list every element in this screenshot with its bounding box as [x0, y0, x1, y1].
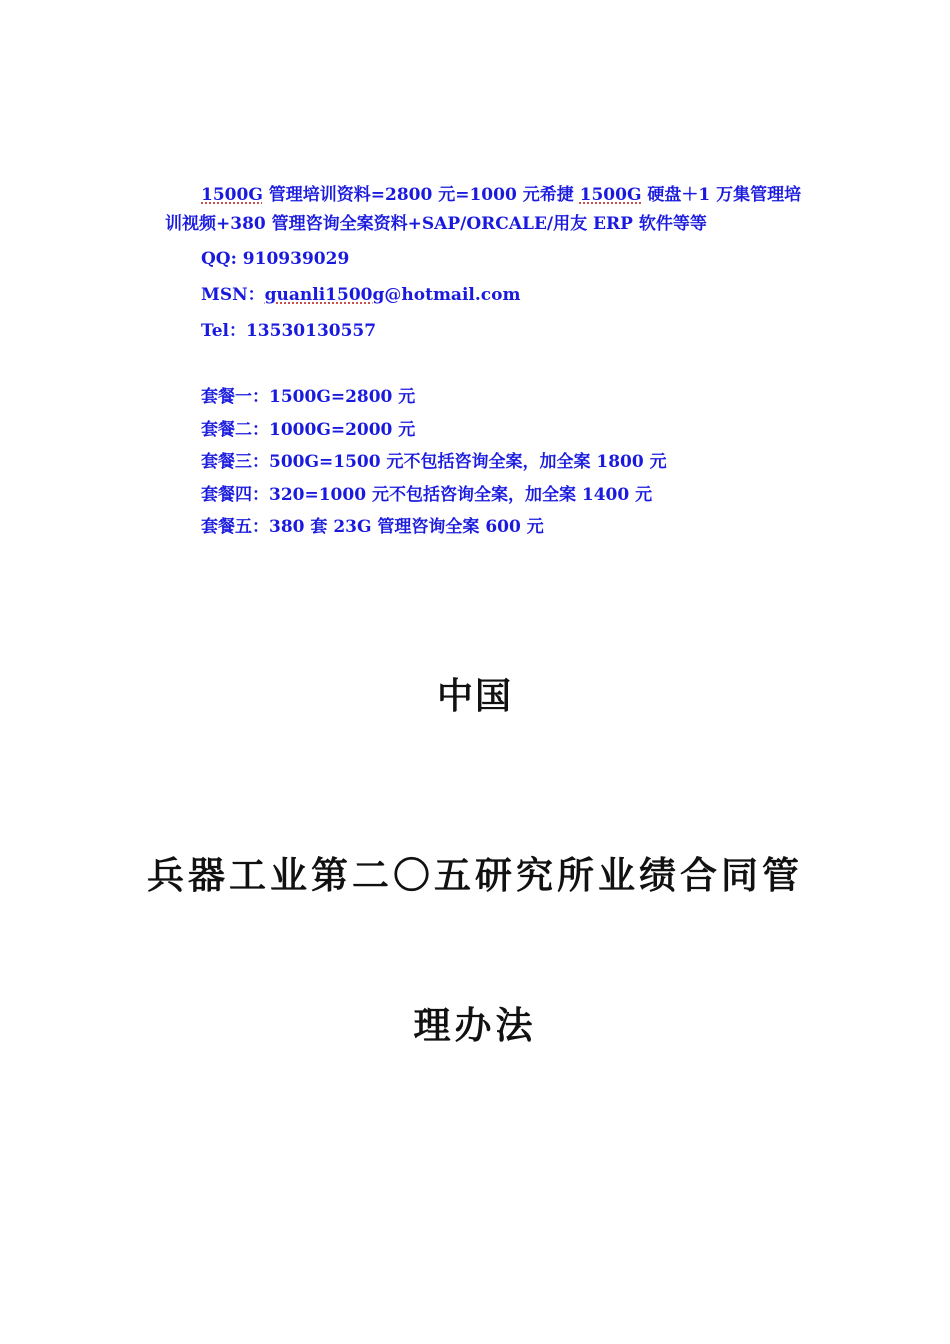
ad-intro-line-1 — [165, 181, 805, 210]
ad-intro-disk-capacity: 1500G — [579, 185, 642, 205]
spacer — [165, 347, 805, 381]
ad-msn-domain: @hotmail.com — [384, 285, 521, 305]
package-4: 套餐四：320=1000 元不包括咨询全案，加全案 1400 元 — [201, 484, 653, 505]
document-title-line-1: 兵器工业第二〇五研究所业绩合同管 — [147, 854, 803, 897]
ad-intro-text: 管理培训资料=2800 元=1000 元希捷 — [262, 185, 580, 205]
ad-tel: Tel：13530130557 — [201, 321, 377, 341]
package-5: 套餐五：380 套 23G 管理咨询全案 600 元 — [201, 517, 544, 537]
ad-intro-capacity: 1500G — [201, 185, 263, 205]
ad-msn-user: guanli1500g — [264, 285, 385, 305]
package-3: 套餐三：500G=1500 元不包括咨询全案，加全案 1800 元 — [201, 452, 667, 472]
package-1: 套餐一：1500G=2800 元 — [201, 387, 416, 407]
ad-intro-line-2: 训视频+380 管理咨询全案资料+SAP/ORCALE/用友 ERP 软件等等 — [165, 214, 707, 234]
document-title-country: 中国 — [436, 676, 513, 717]
ad-qq: QQ: 910939029 — [201, 249, 350, 269]
ad-msn-label: MSN： — [201, 285, 265, 305]
advertisement-block — [165, 181, 805, 544]
ad-msn — [165, 279, 805, 311]
package-2: 套餐二：1000G=2000 元 — [201, 419, 416, 440]
ad-intro-text-end: 硬盘＋1 万集管理培 — [641, 185, 802, 205]
document-title-line-2: 理办法 — [413, 1004, 537, 1047]
